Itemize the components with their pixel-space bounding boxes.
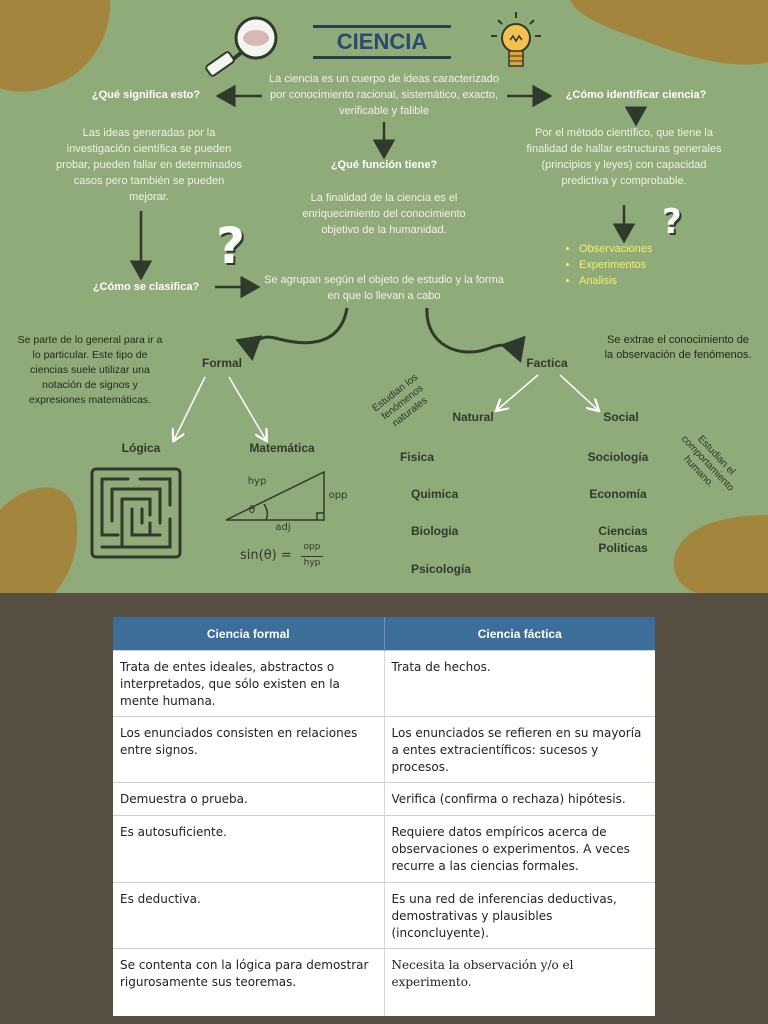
- triangle-label-opp: opp: [328, 490, 348, 501]
- comparison-table: [113, 617, 655, 1016]
- social-label: Social: [603, 410, 639, 424]
- maze-icon: [88, 465, 184, 561]
- table-cell: Los enunciados se refieren en su mayoría a entes extracientíficos: sucesos y procesos.: [384, 717, 655, 783]
- list-item: Fisica: [400, 450, 435, 464]
- table-row: [113, 717, 655, 783]
- table-cell: Necesita la observación y/o el experimento.: [384, 949, 655, 1016]
- factica-description: Se extrae el conocimiento de la observación de fenómenos.: [604, 334, 752, 361]
- table-cell: Es autosuficiente.: [113, 816, 384, 883]
- triangle-label-hyp: hyp: [247, 476, 267, 487]
- question-mark-icon: ?: [216, 217, 246, 275]
- list-item: Quimica: [411, 487, 459, 501]
- list-item: • Analisis: [579, 273, 652, 289]
- formal-description: Se parte de lo general para ir a lo particular. Este tipo de ciencias suele utilizar una notación de signos y expresiones matemáticas.: [17, 334, 163, 406]
- triangle-label-theta: θ: [248, 503, 256, 516]
- right-question: ¿Cómo identificar ciencia?: [565, 89, 707, 101]
- table-cell: Requiere datos empíricos acerca de observaciones o experimentos. A veces recurre a las ciencias formales.: [384, 816, 655, 883]
- table-cell: Trata de entes ideales, abstractos o interpretados, que sólo existen en la mente humana.: [113, 651, 384, 717]
- formal-label: Formal: [201, 356, 242, 370]
- left-question: ¿Qué significa esto?: [91, 89, 201, 101]
- formula-lhs: sin(θ) =: [240, 548, 292, 563]
- classify-answer: Se agrupan según el objeto de estudio y la forma en que lo llevan a cabo: [264, 274, 504, 302]
- list-item: Economía: [589, 487, 647, 501]
- list-item: Sociología: [587, 450, 649, 464]
- question-mark-icon: ?: [662, 202, 682, 242]
- page-title: CIENCIA: [313, 25, 451, 59]
- factica-label: Factica: [526, 356, 568, 370]
- social-note: Estudian el comportamiento humano.: [678, 433, 738, 494]
- classify-question: ¿Cómo se clasifica?: [92, 281, 200, 293]
- table-row: [113, 883, 655, 949]
- natural-note: Estudian los fenómenos naturales: [370, 372, 430, 430]
- center-question: ¿Qué función tiene?: [330, 159, 438, 171]
- formula-denominator: hyp: [303, 558, 321, 568]
- triangle-label-adj: adj: [275, 522, 291, 533]
- table-row: [113, 949, 655, 1016]
- table-cell: Se contenta con la lógica para demostrar rigurosamente sus teoremas.: [113, 949, 384, 1016]
- table-header: Ciencia fáctica: [384, 617, 655, 651]
- center-answer: La finalidad de la ciencia es el enriquecimiento del conocimiento objetivo de la humanidad.: [302, 192, 466, 236]
- right-answer: Por el método científico, que tiene la finalidad de hallar estructuras generales (principios y leyes) con capacidad predictiva y comprobable.: [526, 127, 722, 187]
- list-item: Psicología: [411, 562, 472, 576]
- list-item: • Experimentos: [579, 257, 652, 273]
- method-list: [565, 241, 652, 289]
- table-row: [113, 651, 655, 717]
- table-row: [113, 816, 655, 883]
- left-answer: Las ideas generadas por la investigación científica se pueden probar, pueden fallar en determinados casos pero también se pueden mejorar.: [56, 127, 242, 203]
- table-header: Ciencia formal: [113, 617, 384, 651]
- table-cell: Es una red de inferencias deductivas, demostrativas y plausibles (inconcluyente).: [384, 883, 655, 949]
- table-cell: Los enunciados consisten en relaciones entre signos.: [113, 717, 384, 783]
- table-cell: Demuestra o prueba.: [113, 783, 384, 816]
- branch-logica: Lógica: [121, 441, 161, 455]
- fraction-bar: [301, 556, 323, 557]
- table-cell: Es deductiva.: [113, 883, 384, 949]
- list-item: Biologia: [411, 524, 459, 538]
- table-cell: Verifica (confirma o rechaza) hipótesis.: [384, 783, 655, 816]
- natural-label: Natural: [452, 410, 494, 424]
- table-row: [113, 783, 655, 816]
- branch-matematica: Matemática: [249, 441, 315, 455]
- formula-numerator: opp: [303, 542, 321, 552]
- list-item: Ciencias Politicas: [598, 524, 648, 555]
- table-cell: Trata de hechos.: [384, 651, 655, 717]
- intro-text: La ciencia es un cuerpo de ideas caracterizado por conocimiento racional, sistemático, exacto, verificable y falible: [269, 73, 499, 117]
- list-item: • Observaciones: [579, 241, 652, 257]
